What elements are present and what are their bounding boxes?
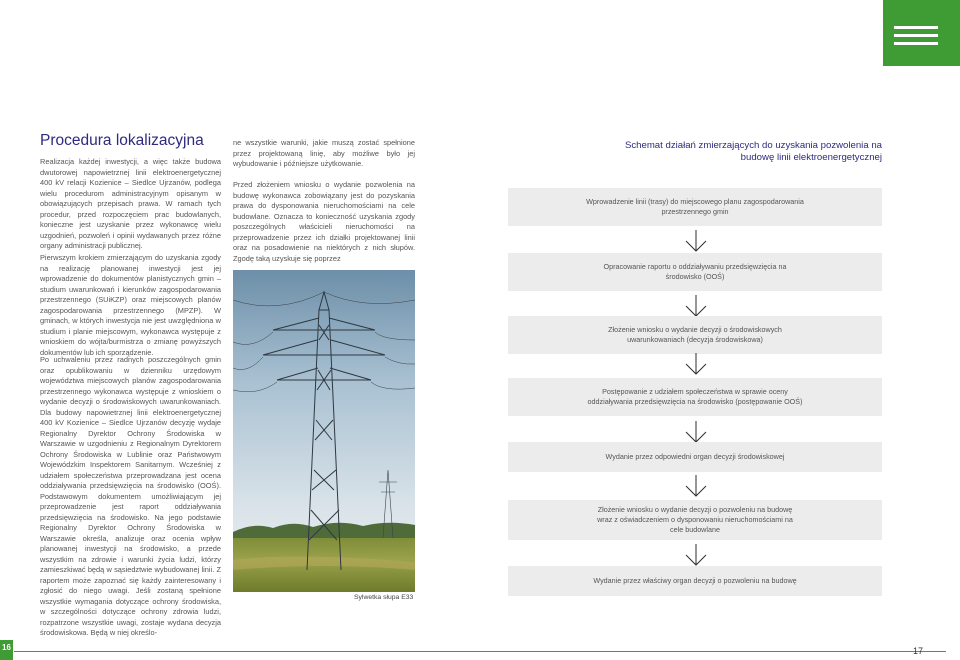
paragraph-continuation: ne wszystkie warunki, jakie muszą zostać spełnione przez projektowaną linię, aby możliwe było jej wybudowanie i późniejsze użytkowanie. (233, 138, 415, 168)
down-arrow-icon (681, 420, 711, 444)
hamburger-menu-icon-bar (894, 34, 938, 37)
schema-step-1 (508, 188, 882, 226)
paragraph-property-rights: Przed złożeniem wniosku o wydanie pozwolenia na budowę wykonawca zobowiązany jest do pozyskania prawa do dysponowania nieruchomościami na cele budowlane. Oznacza to konieczność uzyskania zgody poszczególnych właścicieli nieruchomości na przeprowadzenie przez ich działki projektowanej linii oraz na posadowienie na niektórych z nich słupów. Zgodę taką uzyskuje się poprzez (233, 180, 415, 263)
schema-step-label: Złożenie wniosku o wydanie decyzji o pozwoleniu na budowę wraz z oświadczeniem o dysponowaniu nieruchomościami na cele budowlane (597, 505, 793, 534)
schema-step-label: Wydanie przez właściwy organ decyzji o pozwoleniu na budowę (593, 576, 797, 585)
schema-step-label: Złożenie wniosku o wydanie decyzji o środowiskowych uwarunkowaniach (decyzja środowiskowa) (608, 325, 782, 344)
paragraph-environmental: Po uchwaleniu przez radnych poszczególnych gmin oraz opublikowaniu w dzienniku urzędowym województwa miejscowych planów zagospodarowania przestrzennego wykonawca występuje z wnioskiem o wydanie decyzji o środowiskowych uwarunkowaniach. Dla budowy napowietrznej linii elektroenergetycznej 400 kV Kozienice – Siedlce Ujrzanów decyzję wydaje Regionalny Dyrektor Ochrony Środowiska w Warszawie w uzgodnieniu z Regionalnym Dyrektorem Ochrony Środowiska w Lublinie oraz Państwowym Wojewódzkim Inspektorem Sanitarnym. Wcześniej z udziałem społeczeństwa przeprowadzana jest ocena oddziaływania przedsięwzięcia na środowisko (OOŚ). Podstawowym dokumentem umożliwiającym jej przeprowadzenie jest raport oddziaływania przedsięwzięcia na środowisko. Na jego podstawie Regionalny Dyrektor Ochrony Środowiska w Warszawie określa, analizuje oraz ocenia wpływ planowanej inwestycji na środowisko, a przede wszystkim na zdrowie i warunki życia ludzi, którzy zamieszkiwać będą w sąsiedztwie wybudowanej linii. Z raportem może zapoznać się każdy zainteresowany i zgłosić do niego uwagi. Jeśli zostaną spełnione wszystkie wymagania dotyczące ochrony środowiska, w szczególności dotyczące ochrony zdrowia ludzi, rozpatrzone wszystkie uwagi, zostaje wydana decyzja środowiskowa. Będą w niej określo- (40, 355, 221, 637)
schema-step-4 (508, 378, 882, 416)
hamburger-menu-icon (894, 26, 938, 29)
footer-divider (14, 651, 946, 652)
page-number-right: 17 (913, 646, 924, 656)
menu-tab[interactable] (883, 0, 960, 66)
page-title: Procedura lokalizacyjna (40, 132, 204, 149)
schema-title: Schemat działań zmierzających do uzyskania pozwolenia na budowę linii elektroenergetycznej (624, 140, 882, 163)
schema-step-6 (508, 500, 882, 540)
down-arrow-icon (681, 294, 711, 318)
paragraph-intro: Realizacja każdej inwestycji, a więc także budowa dwutorowej napowietrznej linii elektroenergetycznej 400 kV relacji Kozienice – Siedlce Ujrzanów, podlega wielu procedurom administracyjnym opisanym w obowiązujących przepisach prawa. W ramach tych procedur, przed rozpoczęciem prac budowlanych, konieczne jest uzyskanie przez wykonawcę wielu uzgodnień, pozwoleń i opinii wydawanych przez różne organy administracji publicznej. (40, 157, 221, 250)
page-number-left: 16 (2, 643, 11, 652)
schema-step-7 (508, 566, 882, 596)
schema-step-5 (508, 442, 882, 472)
schema-step-label: Wydanie przez odpowiedni organ decyzji środowiskowej (605, 452, 785, 461)
paragraph-planning: Pierwszym krokiem zmierzającym do uzyskania zgody na realizację planowanej inwestycji jest jej wprowadzenie do dokumentów planistycznych gmin – studium uwarunkowań i kierunków zagospodarowania przestrzennego (SUiKZP) oraz miejscowych planów zagospodarowania przestrzennego (MPZP). W gminach, w których inwestycja nie jest uwzględniona w studium i planie miejscowym, wykonawca występuje z wnioskiem do wójta/burmistrza o zmianę powyższych dokumentów lub ich sporządzenie. (40, 253, 221, 357)
schema-step-3 (508, 316, 882, 354)
schema-step-label: Opracowanie raportu o oddziaływaniu przedsięwzięcia na środowisko (OOŚ) (603, 262, 787, 281)
hamburger-menu-icon-bar (894, 42, 938, 45)
down-arrow-icon (681, 474, 711, 498)
schema-step-label: Wprowadzenie linii (trasy) do miejscowego planu zagospodarowania przestrzennego gmin (586, 197, 804, 216)
schema-step-2 (508, 253, 882, 291)
pylon-photo (233, 270, 415, 592)
down-arrow-icon (681, 229, 711, 253)
down-arrow-icon (681, 352, 711, 376)
photo-caption: Sylwetka słupa E33 (354, 594, 414, 601)
down-arrow-icon (681, 543, 711, 567)
schema-step-label: Postępowanie z udziałem społeczeństwa w sprawie oceny oddziaływania przedsięwzięcia na środowisko (postępowanie OOŚ) (587, 387, 803, 406)
